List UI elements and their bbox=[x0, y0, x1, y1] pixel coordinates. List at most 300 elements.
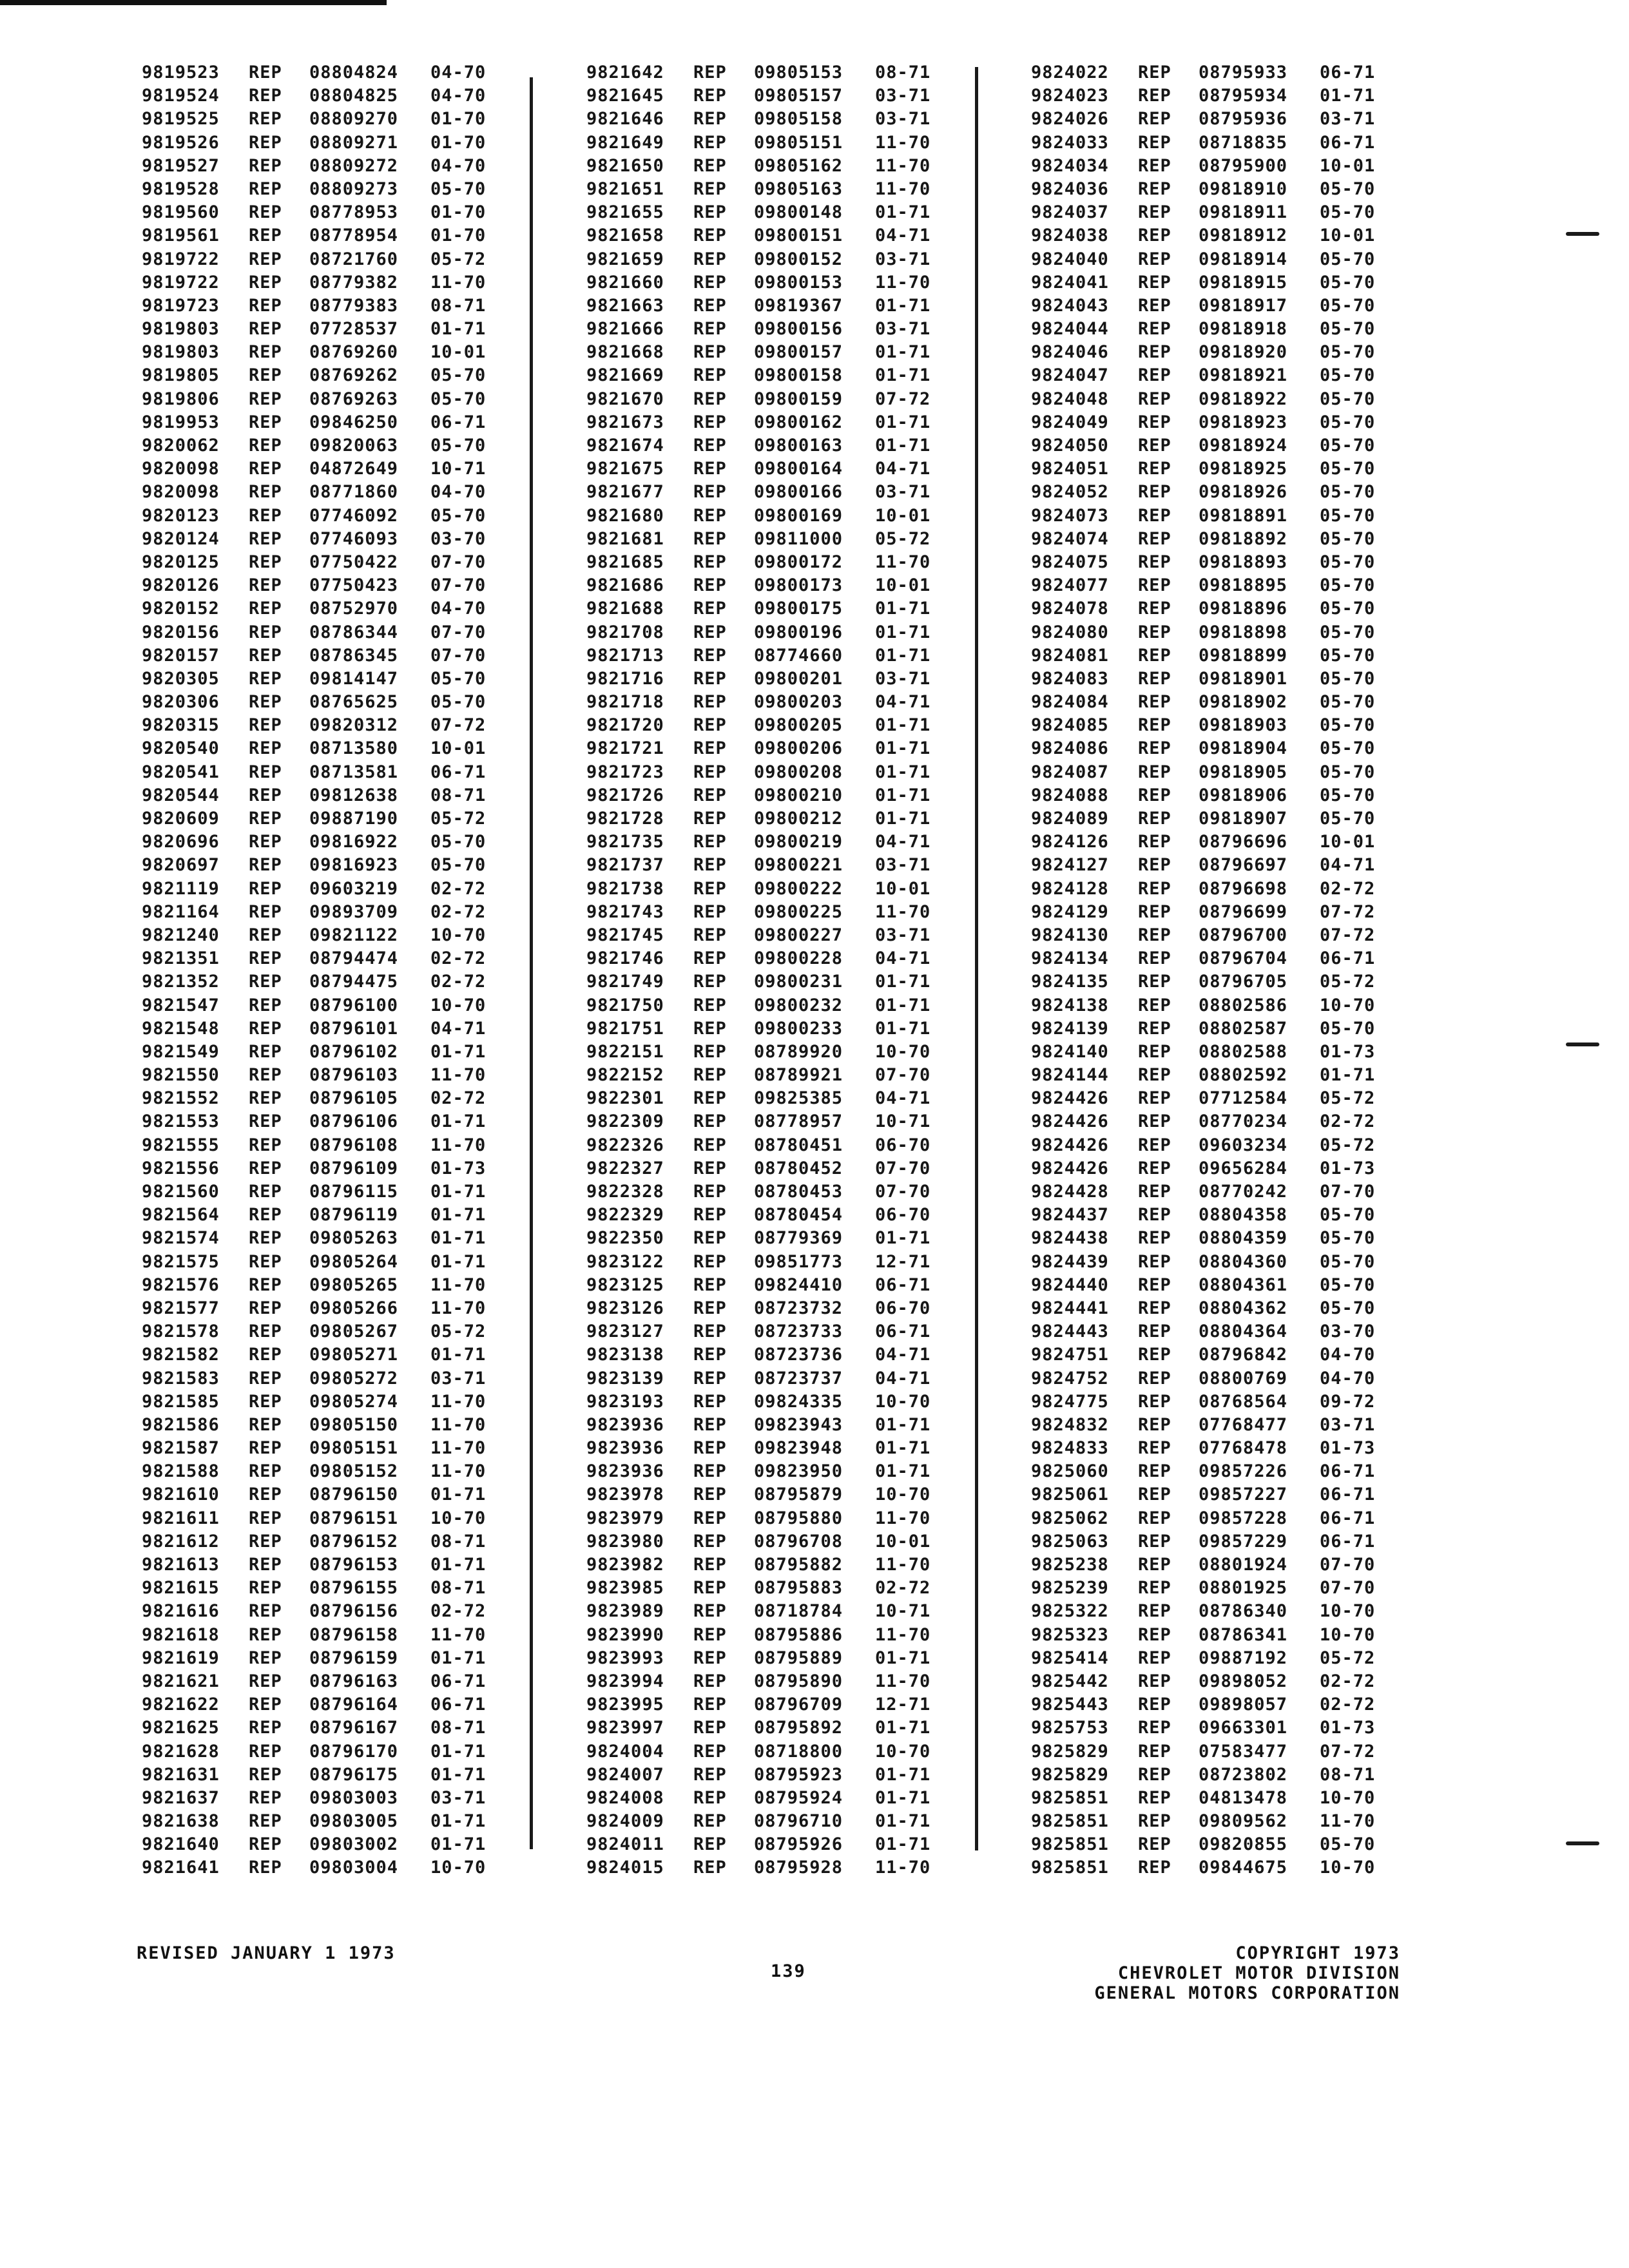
replacement-part-number: 08723733 bbox=[754, 1321, 843, 1342]
replacement-part-number: 08796100 bbox=[309, 995, 399, 1015]
rep-code: REP bbox=[693, 178, 727, 199]
date-code: 01-71 bbox=[430, 1741, 487, 1762]
replacement-part-number: 08718835 bbox=[1199, 132, 1288, 153]
date-code: 06-70 bbox=[875, 1135, 931, 1155]
rep-code: REP bbox=[249, 972, 282, 992]
part-number: 9824084 bbox=[1031, 692, 1109, 713]
date-code: 05-70 bbox=[1320, 436, 1376, 456]
rep-code: REP bbox=[1138, 1508, 1171, 1528]
rep-code: REP bbox=[1138, 1485, 1171, 1505]
rep-code: REP bbox=[693, 622, 727, 642]
replacement-part-number: 07746093 bbox=[309, 528, 399, 549]
parts-row bbox=[142, 901, 486, 924]
rep-code: REP bbox=[693, 132, 727, 153]
part-number: 9824426 bbox=[1031, 1088, 1109, 1109]
replacement-part-number: 08796102 bbox=[309, 1041, 399, 1062]
replacement-part-number: 09818899 bbox=[1199, 645, 1288, 666]
parts-row bbox=[586, 61, 930, 84]
replacement-part-number: 08795886 bbox=[754, 1624, 843, 1645]
part-number: 9821611 bbox=[142, 1508, 220, 1528]
parts-row bbox=[1031, 737, 1375, 760]
part-number: 9821716 bbox=[586, 668, 664, 689]
part-number: 9825061 bbox=[1031, 1485, 1109, 1505]
rep-code: REP bbox=[249, 62, 282, 82]
replacement-part-number: 09818903 bbox=[1199, 715, 1288, 736]
date-code: 05-70 bbox=[1320, 342, 1376, 363]
part-number: 9821738 bbox=[586, 878, 664, 899]
part-number: 9823985 bbox=[586, 1578, 664, 1599]
parts-row bbox=[586, 271, 930, 294]
part-number: 9824128 bbox=[1031, 878, 1109, 899]
parts-row bbox=[586, 1553, 930, 1577]
replacement-part-number: 09805151 bbox=[309, 1438, 399, 1459]
replacement-part-number: 09818917 bbox=[1199, 295, 1288, 316]
date-code: 03-71 bbox=[430, 1787, 487, 1808]
parts-row bbox=[1031, 1227, 1375, 1250]
parts-row bbox=[1031, 1251, 1375, 1274]
date-code: 05-70 bbox=[1320, 692, 1376, 713]
parts-row bbox=[142, 691, 486, 714]
parts-row bbox=[586, 947, 930, 970]
part-number: 9824144 bbox=[1031, 1065, 1109, 1086]
date-code: 01-71 bbox=[430, 1345, 487, 1365]
rep-code: REP bbox=[693, 715, 727, 736]
replacement-part-number: 08796115 bbox=[309, 1182, 399, 1202]
replacement-part-number: 08723802 bbox=[1199, 1764, 1288, 1785]
rep-code: REP bbox=[249, 1438, 282, 1459]
replacement-part-number: 09818905 bbox=[1199, 762, 1288, 782]
part-number: 9821743 bbox=[586, 901, 664, 922]
part-number: 9821588 bbox=[142, 1461, 220, 1482]
rep-code: REP bbox=[1138, 948, 1171, 969]
replacement-part-number: 08789921 bbox=[754, 1065, 843, 1086]
part-number: 9823995 bbox=[586, 1695, 664, 1715]
rep-code: REP bbox=[249, 575, 282, 596]
parts-row bbox=[1031, 224, 1375, 247]
part-number: 9820697 bbox=[142, 855, 220, 876]
part-number: 9824428 bbox=[1031, 1182, 1109, 1202]
part-number: 9825829 bbox=[1031, 1741, 1109, 1762]
date-code: 08-71 bbox=[430, 1531, 487, 1552]
part-number: 9824426 bbox=[1031, 1135, 1109, 1155]
part-number: 9823980 bbox=[586, 1531, 664, 1552]
part-number: 9819525 bbox=[142, 109, 220, 130]
replacement-part-number: 08804359 bbox=[1199, 1228, 1288, 1249]
replacement-part-number: 08796709 bbox=[754, 1695, 843, 1715]
replacement-part-number: 08804358 bbox=[1199, 1205, 1288, 1225]
replacement-part-number: 08796108 bbox=[309, 1135, 399, 1155]
rep-code: REP bbox=[1138, 1671, 1171, 1691]
rep-code: REP bbox=[1138, 482, 1171, 503]
part-number: 9823989 bbox=[586, 1601, 664, 1622]
parts-row bbox=[1031, 84, 1375, 108]
date-code: 07-72 bbox=[875, 389, 931, 409]
date-code: 10-01 bbox=[875, 505, 931, 526]
part-number: 9821585 bbox=[142, 1391, 220, 1412]
date-code: 05-70 bbox=[1320, 178, 1376, 199]
part-number: 9823193 bbox=[586, 1391, 664, 1412]
date-code: 05-70 bbox=[430, 855, 487, 876]
date-code: 06-71 bbox=[430, 762, 487, 782]
parts-row bbox=[1031, 1017, 1375, 1041]
part-number: 9824026 bbox=[1031, 109, 1109, 130]
replacement-part-number: 08769260 bbox=[309, 342, 399, 363]
replacement-part-number: 09800232 bbox=[754, 995, 843, 1015]
parts-row bbox=[586, 155, 930, 178]
replacement-part-number: 08795923 bbox=[754, 1764, 843, 1785]
rep-code: REP bbox=[1138, 972, 1171, 992]
parts-row bbox=[142, 621, 486, 644]
parts-row bbox=[142, 1553, 486, 1577]
replacement-part-number: 09818898 bbox=[1199, 622, 1288, 642]
replacement-part-number: 09803004 bbox=[309, 1858, 399, 1878]
rep-code: REP bbox=[249, 599, 282, 619]
replacement-part-number: 08796696 bbox=[1199, 832, 1288, 852]
part-number: 9821638 bbox=[142, 1811, 220, 1832]
parts-row bbox=[142, 807, 486, 831]
date-code: 01-73 bbox=[1320, 1041, 1376, 1062]
parts-row bbox=[1031, 1507, 1375, 1530]
parts-row bbox=[142, 1437, 486, 1460]
parts-row bbox=[1031, 1390, 1375, 1414]
part-number: 9821645 bbox=[586, 86, 664, 106]
replacement-part-number: 09823948 bbox=[754, 1438, 843, 1459]
parts-row bbox=[142, 1087, 486, 1110]
parts-row bbox=[142, 1483, 486, 1506]
replacement-part-number: 08795900 bbox=[1199, 155, 1288, 176]
rep-code: REP bbox=[249, 809, 282, 829]
date-code: 04-71 bbox=[875, 1345, 931, 1365]
date-code: 07-72 bbox=[1320, 925, 1376, 945]
replacement-part-number: 09818907 bbox=[1199, 809, 1288, 829]
date-code: 04-70 bbox=[430, 482, 487, 503]
rep-code: REP bbox=[693, 1158, 727, 1178]
date-code: 05-70 bbox=[1320, 1018, 1376, 1039]
replacement-part-number: 09820312 bbox=[309, 715, 399, 736]
replacement-part-number: 08769263 bbox=[309, 389, 399, 409]
date-code: 06-71 bbox=[1320, 1531, 1376, 1552]
rep-code: REP bbox=[249, 295, 282, 316]
part-number: 9824011 bbox=[586, 1834, 664, 1855]
replacement-part-number: 09809562 bbox=[1199, 1811, 1288, 1832]
part-number: 9821587 bbox=[142, 1438, 220, 1459]
parts-row bbox=[1031, 1810, 1375, 1833]
part-number: 9821615 bbox=[142, 1578, 220, 1599]
parts-row bbox=[586, 1460, 930, 1483]
rep-code: REP bbox=[693, 109, 727, 130]
parts-row bbox=[586, 1134, 930, 1157]
parts-row bbox=[1031, 924, 1375, 947]
part-number: 9824040 bbox=[1031, 249, 1109, 269]
part-number: 9821575 bbox=[142, 1251, 220, 1272]
rep-code: REP bbox=[693, 155, 727, 176]
rep-code: REP bbox=[1138, 1461, 1171, 1482]
date-code: 10-01 bbox=[1320, 226, 1376, 246]
rep-code: REP bbox=[693, 1624, 727, 1645]
date-code: 01-71 bbox=[875, 1834, 931, 1855]
parts-row bbox=[1031, 1624, 1375, 1647]
parts-row bbox=[142, 294, 486, 318]
part-number: 9819806 bbox=[142, 389, 220, 409]
replacement-part-number: 09887190 bbox=[309, 809, 399, 829]
part-number: 9822327 bbox=[586, 1158, 664, 1178]
replacement-part-number: 09820063 bbox=[309, 436, 399, 456]
part-number: 9821583 bbox=[142, 1368, 220, 1389]
rep-code: REP bbox=[249, 1321, 282, 1342]
date-code: 06-70 bbox=[875, 1298, 931, 1318]
replacement-part-number: 09887192 bbox=[1199, 1648, 1288, 1668]
rep-code: REP bbox=[249, 995, 282, 1015]
replacement-part-number: 09800227 bbox=[754, 925, 843, 945]
date-code: 03-70 bbox=[1320, 1321, 1376, 1342]
part-number: 9821721 bbox=[586, 738, 664, 759]
parts-row bbox=[142, 1833, 486, 1856]
replacement-part-number: 08771860 bbox=[309, 482, 399, 503]
replacement-part-number: 09893709 bbox=[309, 901, 399, 922]
part-number: 9821625 bbox=[142, 1718, 220, 1738]
rep-code: REP bbox=[249, 855, 282, 876]
date-code: 07-70 bbox=[1320, 1578, 1376, 1599]
rep-code: REP bbox=[693, 809, 727, 829]
part-number: 9821576 bbox=[142, 1274, 220, 1295]
parts-row bbox=[586, 1833, 930, 1856]
part-number: 9825323 bbox=[1031, 1624, 1109, 1645]
replacement-part-number: 08795926 bbox=[754, 1834, 843, 1855]
parts-row bbox=[1031, 411, 1375, 434]
date-code: 05-70 bbox=[1320, 715, 1376, 736]
corporation-line: GENERAL MOTORS CORPORATION bbox=[1094, 1983, 1400, 2003]
part-number: 9821574 bbox=[142, 1228, 220, 1249]
rep-code: REP bbox=[249, 389, 282, 409]
date-code: 01-71 bbox=[875, 436, 931, 456]
rep-code: REP bbox=[249, 412, 282, 432]
rep-code: REP bbox=[1138, 1111, 1171, 1132]
replacement-part-number: 09800156 bbox=[754, 319, 843, 340]
parts-row bbox=[1031, 1437, 1375, 1460]
date-code: 06-71 bbox=[1320, 1461, 1376, 1482]
rep-code: REP bbox=[249, 1718, 282, 1738]
replacement-part-number: 08804825 bbox=[309, 86, 399, 106]
rep-code: REP bbox=[249, 459, 282, 479]
replacement-part-number: 09805271 bbox=[309, 1345, 399, 1365]
parts-row bbox=[586, 84, 930, 108]
date-code: 10-70 bbox=[1320, 995, 1376, 1015]
rep-code: REP bbox=[249, 1578, 282, 1599]
part-number: 9819527 bbox=[142, 155, 220, 176]
date-code: 10-01 bbox=[1320, 832, 1376, 852]
replacement-part-number: 09857229 bbox=[1199, 1531, 1288, 1552]
date-code: 05-70 bbox=[1320, 1298, 1376, 1318]
parts-row bbox=[586, 691, 930, 714]
part-number: 9824426 bbox=[1031, 1158, 1109, 1178]
copyright-line: COPYRIGHT 1973 bbox=[1235, 1943, 1400, 1963]
replacement-part-number: 09800208 bbox=[754, 762, 843, 782]
replacement-part-number: 08796699 bbox=[1199, 901, 1288, 922]
date-code: 11-70 bbox=[430, 1414, 487, 1435]
part-number: 9822151 bbox=[586, 1041, 664, 1062]
rep-code: REP bbox=[249, 668, 282, 689]
replacement-part-number: 09818922 bbox=[1199, 389, 1288, 409]
replacement-part-number: 09818912 bbox=[1199, 226, 1288, 246]
rep-code: REP bbox=[249, 622, 282, 642]
replacement-part-number: 07728537 bbox=[309, 319, 399, 340]
date-code: 01-71 bbox=[430, 1555, 487, 1575]
parts-row bbox=[586, 1110, 930, 1133]
replacement-part-number: 08809273 bbox=[309, 178, 399, 199]
date-code: 05-70 bbox=[430, 668, 487, 689]
rep-code: REP bbox=[693, 226, 727, 246]
rep-code: REP bbox=[249, 1648, 282, 1668]
part-number: 9820609 bbox=[142, 809, 220, 829]
part-number: 9824752 bbox=[1031, 1368, 1109, 1389]
replacement-part-number: 08802587 bbox=[1199, 1018, 1288, 1039]
date-code: 10-71 bbox=[875, 1601, 931, 1622]
date-code: 05-72 bbox=[1320, 1088, 1376, 1109]
replacement-part-number: 08780451 bbox=[754, 1135, 843, 1155]
part-number: 9821649 bbox=[586, 132, 664, 153]
date-code: 11-70 bbox=[430, 1461, 487, 1482]
rep-code: REP bbox=[1138, 436, 1171, 456]
part-number: 9821650 bbox=[586, 155, 664, 176]
date-code: 05-72 bbox=[1320, 1648, 1376, 1668]
date-code: 05-72 bbox=[430, 249, 487, 269]
replacement-part-number: 09823950 bbox=[754, 1461, 843, 1482]
parts-row bbox=[142, 1693, 486, 1716]
parts-row bbox=[586, 1390, 930, 1414]
parts-row bbox=[586, 434, 930, 457]
rep-code: REP bbox=[249, 1741, 282, 1762]
replacement-part-number: 09800159 bbox=[754, 389, 843, 409]
replacement-part-number: 08796106 bbox=[309, 1111, 399, 1132]
rep-code: REP bbox=[1138, 1811, 1171, 1832]
parts-row bbox=[1031, 364, 1375, 387]
rep-code: REP bbox=[693, 528, 727, 549]
date-code: 01-71 bbox=[430, 1834, 487, 1855]
parts-row bbox=[586, 457, 930, 481]
part-number: 9824426 bbox=[1031, 1111, 1109, 1132]
rep-code: REP bbox=[1138, 62, 1171, 82]
replacement-part-number: 08795933 bbox=[1199, 62, 1288, 82]
replacement-part-number: 09818891 bbox=[1199, 505, 1288, 526]
replacement-part-number: 08796175 bbox=[309, 1764, 399, 1785]
replacement-part-number: 09818923 bbox=[1199, 412, 1288, 432]
parts-row bbox=[142, 1180, 486, 1204]
rep-code: REP bbox=[249, 1787, 282, 1808]
parts-row bbox=[586, 597, 930, 620]
parts-row bbox=[142, 364, 486, 387]
part-number: 9824832 bbox=[1031, 1414, 1109, 1435]
rep-code: REP bbox=[693, 1251, 727, 1272]
replacement-part-number: 08718800 bbox=[754, 1741, 843, 1762]
part-number: 9825851 bbox=[1031, 1858, 1109, 1878]
replacement-part-number: 09803003 bbox=[309, 1787, 399, 1808]
part-number: 9821550 bbox=[142, 1065, 220, 1086]
date-code: 03-71 bbox=[875, 925, 931, 945]
replacement-part-number: 09823943 bbox=[754, 1414, 843, 1435]
part-number: 9821646 bbox=[586, 109, 664, 130]
part-number: 9824140 bbox=[1031, 1041, 1109, 1062]
part-number: 9825442 bbox=[1031, 1671, 1109, 1691]
part-number: 9824087 bbox=[1031, 762, 1109, 782]
date-code: 04-71 bbox=[875, 226, 931, 246]
replacement-part-number: 09800225 bbox=[754, 901, 843, 922]
part-number: 9824051 bbox=[1031, 459, 1109, 479]
part-number: 9819722 bbox=[142, 272, 220, 293]
parts-row bbox=[586, 178, 930, 201]
parts-row bbox=[1031, 551, 1375, 574]
date-code: 01-71 bbox=[430, 1811, 487, 1832]
date-code: 03-71 bbox=[430, 1368, 487, 1389]
date-code: 05-72 bbox=[875, 528, 931, 549]
part-number: 9825063 bbox=[1031, 1531, 1109, 1552]
replacement-part-number: 09898057 bbox=[1199, 1695, 1288, 1715]
rep-code: REP bbox=[1138, 202, 1171, 223]
date-code: 11-70 bbox=[875, 272, 931, 293]
part-number: 9821718 bbox=[586, 692, 664, 713]
part-number: 9820126 bbox=[142, 575, 220, 596]
rep-code: REP bbox=[249, 1135, 282, 1155]
rep-code: REP bbox=[1138, 692, 1171, 713]
part-number: 9820156 bbox=[142, 622, 220, 642]
division-line: CHEVROLET MOTOR DIVISION bbox=[1117, 1963, 1400, 1983]
date-code: 10-70 bbox=[430, 1858, 487, 1878]
date-code: 07-70 bbox=[430, 552, 487, 572]
rep-code: REP bbox=[1138, 178, 1171, 199]
date-code: 05-70 bbox=[430, 178, 487, 199]
rep-code: REP bbox=[693, 1811, 727, 1832]
date-code: 12-71 bbox=[875, 1695, 931, 1715]
replacement-part-number: 09818904 bbox=[1199, 738, 1288, 759]
parts-row bbox=[142, 668, 486, 691]
rep-code: REP bbox=[693, 645, 727, 666]
parts-row bbox=[142, 1251, 486, 1274]
parts-row bbox=[142, 714, 486, 737]
part-number: 9822309 bbox=[586, 1111, 664, 1132]
replacement-part-number: 08801925 bbox=[1199, 1578, 1288, 1599]
replacement-part-number: 09603234 bbox=[1199, 1135, 1288, 1155]
rep-code: REP bbox=[1138, 1648, 1171, 1668]
part-number: 9821670 bbox=[586, 389, 664, 409]
parts-row bbox=[1031, 854, 1375, 877]
rep-code: REP bbox=[693, 972, 727, 992]
parts-row bbox=[586, 1763, 930, 1787]
parts-row bbox=[142, 318, 486, 341]
replacement-part-number: 08713581 bbox=[309, 762, 399, 782]
parts-row bbox=[142, 1600, 486, 1623]
replacement-part-number: 08796151 bbox=[309, 1508, 399, 1528]
parts-row bbox=[1031, 528, 1375, 551]
part-number: 9824129 bbox=[1031, 901, 1109, 922]
replacement-part-number: 09857228 bbox=[1199, 1508, 1288, 1528]
parts-row bbox=[586, 505, 930, 528]
part-number: 9821726 bbox=[586, 785, 664, 805]
replacement-part-number: 09811000 bbox=[754, 528, 843, 549]
parts-row bbox=[142, 481, 486, 504]
rep-code: REP bbox=[249, 1368, 282, 1389]
date-code: 05-70 bbox=[1320, 809, 1376, 829]
replacement-part-number: 09818911 bbox=[1199, 202, 1288, 223]
replacement-part-number: 09800166 bbox=[754, 482, 843, 503]
date-code: 03-71 bbox=[875, 668, 931, 689]
replacement-part-number: 08796163 bbox=[309, 1671, 399, 1691]
rep-code: REP bbox=[1138, 738, 1171, 759]
part-number: 9822328 bbox=[586, 1182, 664, 1202]
parts-row bbox=[142, 1856, 486, 1879]
part-number: 9821655 bbox=[586, 202, 664, 223]
part-number: 9824086 bbox=[1031, 738, 1109, 759]
replacement-part-number: 08804362 bbox=[1199, 1298, 1288, 1318]
parts-row bbox=[142, 155, 486, 178]
